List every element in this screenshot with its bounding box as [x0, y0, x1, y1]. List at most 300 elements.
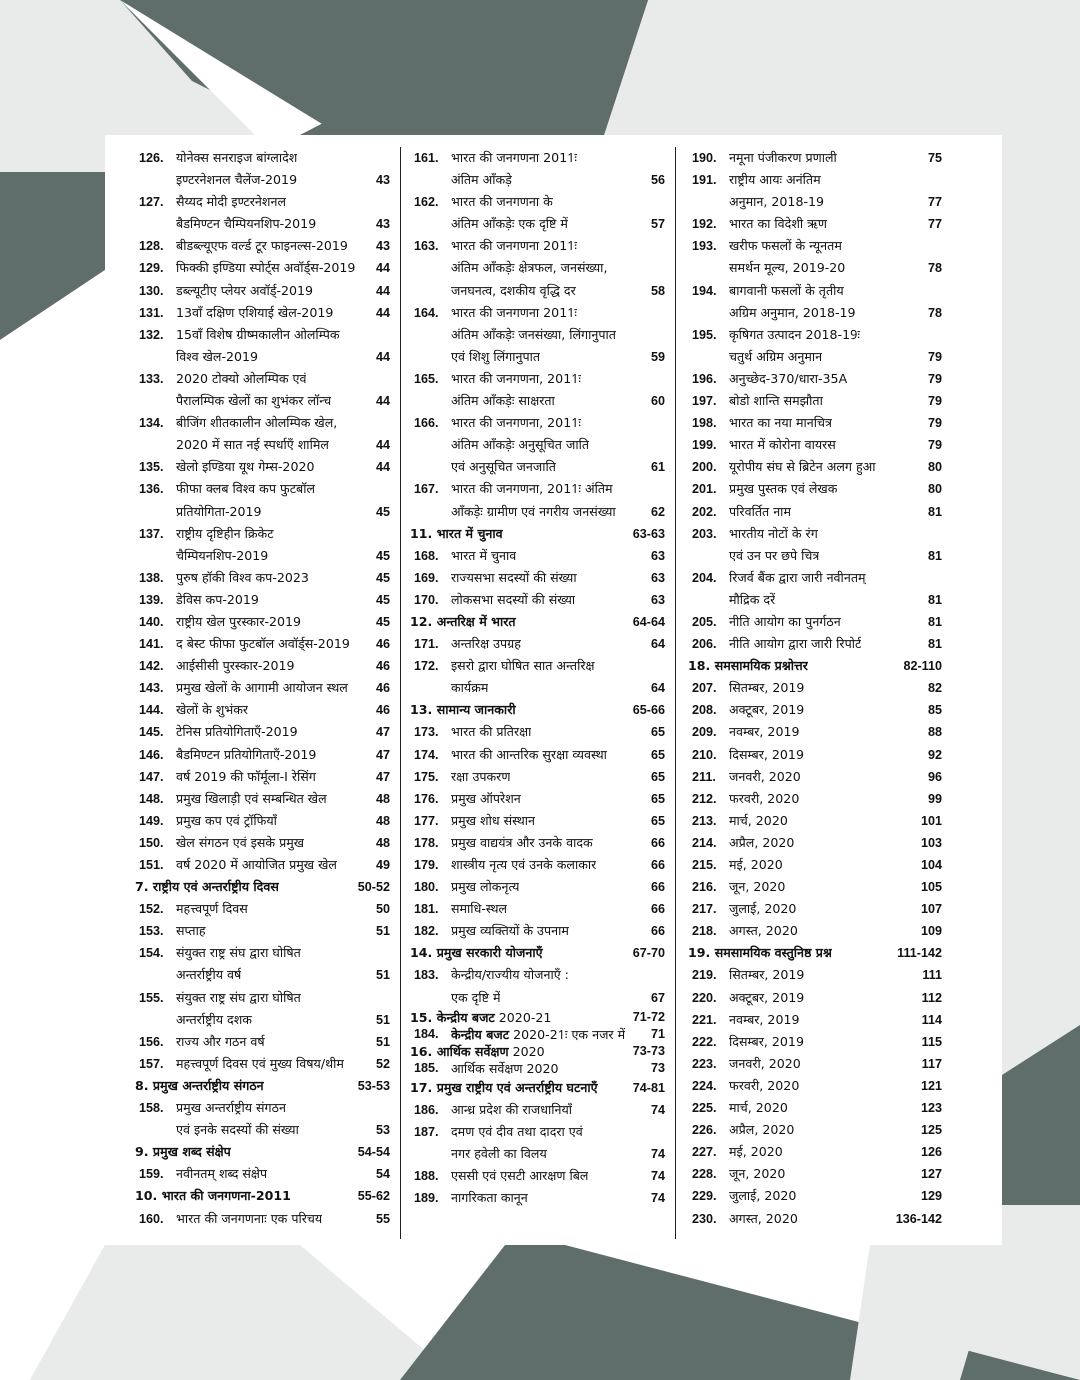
toc-entry[interactable]	[135, 766, 390, 788]
toc-entry[interactable]	[135, 1208, 390, 1230]
entry-title: भारत का विदेशी ऋण	[729, 216, 828, 232]
toc-entry[interactable]	[410, 854, 665, 876]
entry-page-number: 99	[927, 791, 942, 806]
entry-title: जून, 2020	[729, 879, 786, 895]
entry-title: भारत की जनगणना 2011ः	[451, 150, 577, 165]
toc-entry[interactable]	[688, 633, 942, 655]
toc-entry[interactable]	[135, 368, 390, 412]
toc-entry[interactable]	[688, 1185, 942, 1207]
toc-entry[interactable]	[688, 788, 942, 810]
toc-entry[interactable]	[688, 456, 942, 478]
entry-title: वर्ष 2019 की फॉर्मूला-I रेसिंग	[176, 768, 316, 784]
toc-entry[interactable]	[135, 655, 390, 677]
entry-number: 168.	[414, 548, 439, 563]
entry-page-number: 65	[650, 747, 665, 762]
toc-entry[interactable]	[410, 235, 665, 301]
toc-entry[interactable]	[410, 832, 665, 854]
toc-entry[interactable]	[688, 523, 942, 567]
entry-title: सितम्बर, 2019	[729, 680, 805, 696]
section-title-text: 16. आर्थिक सर्वेक्षण	[410, 1043, 509, 1059]
toc-column-3	[688, 147, 942, 1230]
entry-page-number: 44	[375, 283, 390, 298]
entry-title: प्रतियोगिता-2019	[176, 503, 262, 519]
entry-page-number: 78	[927, 305, 942, 320]
entry-page-number: 107	[920, 902, 942, 917]
entry-number: 155.	[139, 990, 164, 1005]
section-title-text: 18. समसामयिक प्रश्नोत्तर	[688, 658, 808, 674]
entry-number: 132.	[139, 327, 164, 342]
entry-title: अंतिम आँकड़ेः एक दृष्टि में	[451, 216, 568, 232]
toc-entry[interactable]	[135, 235, 390, 257]
section-heading[interactable]	[410, 1077, 665, 1099]
toc-entry[interactable]	[135, 191, 390, 235]
toc-entry[interactable]	[688, 611, 942, 633]
entry-number: 179.	[414, 858, 439, 872]
entry-page-number: 65	[650, 813, 665, 828]
section-title	[135, 1141, 231, 1163]
entry-page-number: 81	[927, 504, 942, 519]
toc-entry[interactable]	[410, 302, 665, 368]
toc-entry[interactable]	[410, 788, 665, 810]
entry-title: महत्त्वपूर्ण दिवस	[176, 901, 248, 917]
toc-entry[interactable]	[410, 633, 665, 655]
entry-title: राष्ट्रीय खेल पुरस्कार-2019	[176, 613, 302, 629]
section-title-text: 19. समसामयिक वस्तुनिष्ठ प्रश्न	[688, 945, 832, 961]
toc-entry[interactable]	[688, 390, 942, 412]
entry-title: खरीफ फसलों के न्यूनतम	[729, 238, 842, 254]
table-of-contents-card	[105, 135, 1002, 1245]
entry-title: जनवरी, 2020	[729, 768, 801, 784]
entry-number: 223.	[692, 1056, 717, 1071]
entry-page-number: 92	[927, 747, 942, 762]
entry-title: भारत की जनगणना, 2011ः	[451, 415, 581, 431]
entry-number: 144.	[139, 703, 164, 718]
toc-entry[interactable]	[410, 964, 665, 1008]
entry-number: 141.	[139, 637, 164, 652]
entry-page-number: 126	[920, 1145, 942, 1160]
entry-title: बोडो शान्ति समझौता	[729, 393, 823, 409]
entry-title: प्रमुख वाद्ययंत्र और उनके वादक	[451, 834, 593, 850]
toc-entry[interactable]	[688, 1031, 942, 1053]
section-title	[410, 523, 503, 545]
toc-entry[interactable]	[410, 1187, 665, 1209]
entry-title: आईसीसी पुरस्कार-2019	[176, 658, 295, 674]
section-page-range: 82-110	[903, 659, 942, 674]
entry-title: एवं उन पर छपे चित्र	[729, 547, 820, 563]
toc-entry[interactable]	[410, 478, 665, 522]
toc-entry[interactable]	[135, 987, 390, 1031]
section-heading[interactable]	[135, 1185, 390, 1207]
toc-entry[interactable]	[410, 766, 665, 788]
entry-title: राष्ट्रीय आयः अनंतिम	[729, 172, 821, 188]
entry-title: अंतिम आँकड़े	[451, 172, 512, 188]
entry-page-number: 109	[920, 924, 942, 939]
toc-entry[interactable]	[135, 810, 390, 832]
entry-title: महत्त्वपूर्ण दिवस एवं मुख्य विषय/थीम	[176, 1055, 344, 1071]
toc-entry[interactable]	[688, 434, 942, 456]
entry-number: 219.	[692, 968, 717, 983]
entry-title: भारत का नया मानचित्र	[729, 415, 832, 431]
toc-entry[interactable]	[410, 744, 665, 766]
entry-page-number: 103	[920, 835, 942, 850]
entry-number: 188.	[414, 1169, 439, 1184]
entry-title: 2020 टोक्यो ओलम्पिक एवं	[176, 370, 307, 386]
entry-title: पैरालम्पिक खेलों का शुभंकर लॉन्च	[176, 393, 332, 409]
toc-entry[interactable]	[135, 1163, 390, 1185]
toc-entry[interactable]	[688, 501, 942, 523]
entry-number: 214.	[692, 835, 717, 850]
toc-entry[interactable]	[688, 898, 942, 920]
entry-title: भारत की आन्तरिक सुरक्षा व्यवस्था	[451, 746, 607, 762]
section-heading[interactable]	[135, 1141, 390, 1163]
entry-page-number: 59	[650, 349, 665, 364]
toc-entry[interactable]	[688, 567, 942, 611]
section-heading[interactable]	[410, 942, 665, 964]
toc-entry[interactable]	[688, 854, 942, 876]
entry-page-number: 74	[650, 1191, 665, 1206]
entry-page-number: 56	[650, 173, 665, 188]
entry-number: 224.	[692, 1078, 717, 1093]
entry-page-number: 123	[920, 1101, 942, 1116]
toc-entry[interactable]	[135, 854, 390, 876]
entry-number: 195.	[692, 327, 717, 342]
section-page-range: 64-64	[632, 614, 665, 629]
section-page-range: 50-52	[357, 880, 390, 895]
toc-entry[interactable]	[135, 677, 390, 699]
toc-entry[interactable]	[410, 589, 665, 611]
toc-entry[interactable]	[688, 235, 942, 279]
entry-page-number: 77	[927, 195, 942, 210]
entry-title: अगस्त, 2020	[729, 1210, 798, 1226]
toc-entry[interactable]	[410, 810, 665, 832]
entry-page-number: 77	[927, 217, 942, 232]
entry-page-number: 51	[375, 1034, 390, 1049]
column-divider	[675, 147, 676, 1239]
entry-title: खेलो इण्डिया यूथ गेम्स-2020	[176, 459, 315, 475]
section-heading[interactable]	[688, 942, 942, 964]
entry-title: नीति आयोग द्वारा जारी रिपोर्ट	[729, 636, 862, 652]
entry-title: बैडमिण्टन चैम्पियनशिप-2019	[176, 216, 317, 232]
entry-title: एवं इनके सदस्यों की संख्या	[176, 1122, 299, 1138]
toc-entry[interactable]	[688, 147, 942, 169]
section-title-suffix: 2020	[508, 1043, 545, 1059]
entry-number: 196.	[692, 371, 717, 386]
entry-page-number: 51	[375, 968, 390, 983]
entry-title: दिसम्बर, 2019	[729, 746, 804, 762]
entry-title: भारत की प्रतिरक्षा	[451, 724, 532, 740]
toc-entry[interactable]	[688, 1163, 942, 1185]
entry-page-number: 127	[920, 1167, 942, 1182]
entry-title: नवम्बर, 2019	[729, 724, 800, 740]
toc-entry[interactable]	[135, 478, 390, 522]
entry-title: प्रमुख खेलों के आगामी आयोजन स्थल	[176, 680, 348, 696]
entry-page-number: 71	[650, 1026, 665, 1041]
entry-number: 170.	[414, 592, 439, 607]
toc-entry[interactable]	[410, 191, 665, 235]
entry-number: 161.	[414, 151, 439, 165]
toc-entry[interactable]	[135, 920, 390, 942]
entry-number: 228.	[692, 1167, 717, 1182]
section-title-text: 17. प्रमुख राष्ट्रीय एवं अन्तर्राष्ट्रीय घटनाएँ	[410, 1079, 598, 1095]
entry-title: डब्ल्यूटीए प्लेयर अवॉर्ड्-2019	[176, 282, 314, 298]
entry-number: 192.	[692, 217, 717, 232]
entry-title: खेल संगठन एवं इसके प्रमुख	[176, 834, 305, 850]
toc-entry[interactable]	[688, 699, 942, 721]
entry-title: बैडमिण्टन प्रतियोगिताएँ-2019	[176, 746, 317, 762]
toc-entry[interactable]	[135, 523, 390, 567]
entry-number: 198.	[692, 416, 717, 431]
entry-page-number: 64	[650, 637, 665, 652]
entry-page-number: 47	[375, 769, 390, 784]
toc-entry[interactable]	[135, 302, 390, 324]
section-heading[interactable]	[410, 1009, 665, 1026]
toc-entry[interactable]	[688, 987, 942, 1009]
entry-number: 138.	[139, 570, 164, 585]
entry-number: 153.	[139, 924, 164, 939]
toc-entry[interactable]	[410, 1121, 665, 1165]
section-heading[interactable]	[410, 699, 665, 721]
toc-entry[interactable]	[135, 898, 390, 920]
toc-entry[interactable]	[410, 1165, 665, 1187]
entry-number: 147.	[139, 769, 164, 784]
entry-title: फिक्की इण्डिया स्पोर्ट्स अवॉर्ड्स-2019	[176, 260, 356, 276]
toc-entry[interactable]	[410, 898, 665, 920]
entry-number: 171.	[414, 637, 439, 652]
entry-number: 129.	[139, 261, 164, 276]
entry-title: भारत की जनगणना 2011ः	[451, 238, 577, 254]
entry-number: 225.	[692, 1101, 717, 1116]
entry-number: 137.	[139, 526, 164, 541]
entry-number: 227.	[692, 1145, 717, 1160]
entry-title: संयुक्त राष्ट्र संघ द्वारा घोषित	[176, 945, 301, 961]
entry-number: 217.	[692, 902, 717, 917]
entry-number: 148.	[139, 791, 164, 806]
toc-entry[interactable]	[135, 567, 390, 589]
entry-page-number: 129	[920, 1189, 942, 1204]
entry-number: 151.	[139, 858, 164, 872]
toc-entry[interactable]	[135, 257, 390, 279]
toc-entry[interactable]	[688, 213, 942, 235]
section-heading[interactable]	[410, 611, 665, 633]
toc-column-1	[135, 147, 390, 1230]
toc-entry[interactable]	[135, 1053, 390, 1075]
entry-number: 181.	[414, 902, 439, 917]
entry-title: समाधि-स्थल	[451, 901, 508, 917]
toc-entry[interactable]	[135, 721, 390, 743]
entry-title: प्रमुख व्यक्तियों के उपनाम	[451, 923, 569, 939]
entry-page-number: 80	[927, 460, 942, 475]
section-page-range: 54-54	[357, 1145, 390, 1160]
entry-page-number: 114	[921, 1012, 942, 1027]
section-title	[135, 876, 279, 898]
entry-number: 212.	[692, 791, 717, 806]
entry-page-number: 78	[927, 261, 942, 276]
toc-entry[interactable]	[135, 942, 390, 986]
entry-number: 127.	[139, 195, 164, 210]
section-title-text: 13. सामान्य जानकारी	[410, 702, 516, 718]
entry-number: 149.	[139, 813, 164, 828]
entry-number: 135.	[139, 460, 164, 475]
toc-entry[interactable]	[410, 412, 665, 478]
toc-entry[interactable]	[135, 744, 390, 766]
toc-entry[interactable]	[688, 478, 942, 500]
section-title-text: 9. प्रमुख शब्द संक्षेप	[135, 1144, 231, 1160]
toc-entry[interactable]	[688, 412, 942, 434]
entry-title: आँकड़ेः ग्रामीण एवं नगरीय जनसंख्या	[451, 503, 616, 519]
toc-entry[interactable]	[688, 876, 942, 898]
entry-title: यूरोपीय संघ से ब्रिटेन अलग हुआ	[729, 459, 876, 475]
entry-number: 160.	[139, 1211, 164, 1226]
toc-entry[interactable]	[688, 1097, 942, 1119]
entry-number: 204.	[692, 570, 717, 585]
entry-title: अनुमान, 2018-19	[729, 194, 825, 210]
section-page-range: 67-70	[632, 946, 665, 961]
toc-entry[interactable]	[688, 810, 942, 832]
entry-number: 187.	[414, 1124, 439, 1139]
entry-title: 15वाँ विशेष ग्रीष्मकालीन ओलम्पिक	[176, 326, 340, 342]
entry-title: भारत की जनगणनाः एक परिचय	[176, 1210, 323, 1226]
entry-page-number: 44	[375, 460, 390, 475]
toc-entry[interactable]	[688, 280, 942, 324]
toc-entry[interactable]	[410, 920, 665, 942]
toc-entry[interactable]	[688, 832, 942, 854]
toc-entry[interactable]	[688, 368, 942, 390]
toc-entry[interactable]	[688, 964, 942, 986]
toc-entry[interactable]	[135, 633, 390, 655]
entry-number: 140.	[139, 614, 164, 629]
toc-entry[interactable]	[688, 721, 942, 743]
entry-title: अन्तर्राष्ट्रीय वर्ष	[176, 967, 242, 983]
entry-title: अंतिम आँकड़ेः जनसंख्या, लिंगानुपात	[451, 326, 616, 342]
entry-page-number: 48	[375, 835, 390, 850]
toc-entry[interactable]	[688, 1119, 942, 1141]
entry-number: 157.	[139, 1056, 164, 1071]
entry-title: सप्ताह	[176, 923, 206, 939]
toc-entry[interactable]	[688, 766, 942, 788]
entry-number: 128.	[139, 239, 164, 254]
entry-page-number: 81	[927, 548, 942, 563]
entry-page-number: 55	[375, 1211, 390, 1226]
toc-entry[interactable]	[410, 1099, 665, 1121]
entry-number: 185.	[414, 1060, 439, 1075]
entry-title: विश्व खेल-2019	[176, 348, 259, 364]
entry-title: द बेस्ट फीफा फुटबॉल अवॉर्ड्स-2019	[176, 636, 350, 652]
toc-entry[interactable]	[688, 324, 942, 368]
entry-number: 215.	[692, 858, 717, 872]
toc-entry[interactable]	[410, 721, 665, 743]
toc-entry[interactable]	[410, 567, 665, 589]
toc-entry[interactable]	[410, 876, 665, 898]
section-heading[interactable]	[688, 655, 942, 677]
entry-number: 133.	[139, 371, 164, 386]
entry-title: चैम्पियनशिप-2019	[176, 547, 269, 563]
toc-entry[interactable]	[688, 169, 942, 213]
entry-title: फरवरी, 2020	[729, 790, 800, 806]
section-heading[interactable]	[410, 523, 665, 545]
section-title	[410, 1009, 551, 1026]
entry-page-number: 47	[375, 725, 390, 740]
entry-page-number: 75	[927, 151, 942, 165]
entry-page-number: 58	[650, 283, 665, 298]
section-heading[interactable]	[135, 876, 390, 898]
entry-title: अंतिम आँकड़ेः क्षेत्रफल, जनसंख्या,	[451, 260, 608, 276]
entry-number: 159.	[139, 1167, 164, 1182]
toc-entry[interactable]	[688, 1208, 942, 1230]
entry-page-number: 44	[375, 261, 390, 276]
toc-entry[interactable]	[135, 412, 390, 456]
toc-entry[interactable]	[688, 920, 942, 942]
toc-entry[interactable]	[688, 677, 942, 699]
section-heading[interactable]	[135, 1075, 390, 1097]
toc-entry[interactable]	[135, 589, 390, 611]
toc-entry[interactable]	[410, 368, 665, 412]
entry-number: 145.	[139, 725, 164, 740]
entry-page-number: 45	[375, 548, 390, 563]
entry-title: नगर हवेली का विलय	[451, 1145, 547, 1161]
toc-entry[interactable]	[688, 1075, 942, 1097]
toc-entry[interactable]	[688, 1141, 942, 1163]
entry-title: इण्टरनेशनल चैलेंज-2019	[176, 172, 298, 188]
toc-entry[interactable]	[410, 1060, 665, 1077]
toc-entry[interactable]	[135, 456, 390, 478]
section-title	[410, 611, 516, 633]
entry-title: मई, 2020	[729, 1144, 783, 1160]
section-title	[410, 699, 516, 721]
toc-entry[interactable]	[135, 832, 390, 854]
entry-number: 143.	[139, 681, 164, 696]
entry-title: मई, 2020	[729, 857, 783, 872]
toc-entry[interactable]	[135, 1031, 390, 1053]
entry-title: कार्यक्रम	[451, 680, 489, 696]
toc-entry[interactable]	[135, 147, 390, 191]
section-title-text: 7. राष्ट्रीय एवं अन्तर्राष्ट्रीय दिवस	[135, 879, 279, 895]
entry-page-number: 48	[375, 791, 390, 806]
section-page-range: 65-66	[632, 703, 665, 718]
entry-page-number: 44	[375, 438, 390, 453]
toc-entry[interactable]	[410, 545, 665, 567]
toc-entry[interactable]	[135, 788, 390, 810]
entry-number: 184.	[414, 1026, 439, 1041]
toc-entry[interactable]	[135, 324, 390, 368]
toc-entry[interactable]	[410, 147, 665, 191]
toc-entry[interactable]	[688, 744, 942, 766]
entry-number: 200.	[692, 460, 717, 475]
entry-title: जनवरी, 2020	[729, 1055, 801, 1071]
section-page-range: 71-72	[632, 1009, 665, 1024]
entry-title: बीजिंग शीतकालीन ओलम्पिक खेल,	[176, 415, 338, 431]
entry-number: 178.	[414, 835, 439, 850]
entry-title: नवीनतम् शब्द संक्षेप	[176, 1166, 268, 1182]
section-page-range: 63-63	[632, 526, 665, 541]
toc-entry[interactable]	[135, 280, 390, 302]
entry-title: 2020 में सात नई स्पर्धाएँ शामिल	[176, 437, 329, 453]
entry-number: 191.	[692, 173, 717, 188]
toc-entry[interactable]	[410, 655, 665, 699]
toc-entry[interactable]	[688, 1053, 942, 1075]
entry-number: 220.	[692, 990, 717, 1005]
toc-entry[interactable]	[135, 611, 390, 633]
toc-entry[interactable]	[135, 1097, 390, 1141]
entry-page-number: 63	[650, 592, 665, 607]
entry-number: 182.	[414, 924, 439, 939]
toc-entry[interactable]	[135, 699, 390, 721]
entry-title: शास्त्रीय नृत्य एवं उनके कलाकार	[451, 857, 597, 872]
entry-page-number: 44	[375, 394, 390, 409]
section-heading[interactable]	[410, 1043, 665, 1060]
toc-entry[interactable]	[410, 1026, 665, 1043]
entry-title: पुरुष हॉकी विश्व कप-2023	[176, 569, 309, 585]
toc-entry[interactable]	[688, 1009, 942, 1031]
